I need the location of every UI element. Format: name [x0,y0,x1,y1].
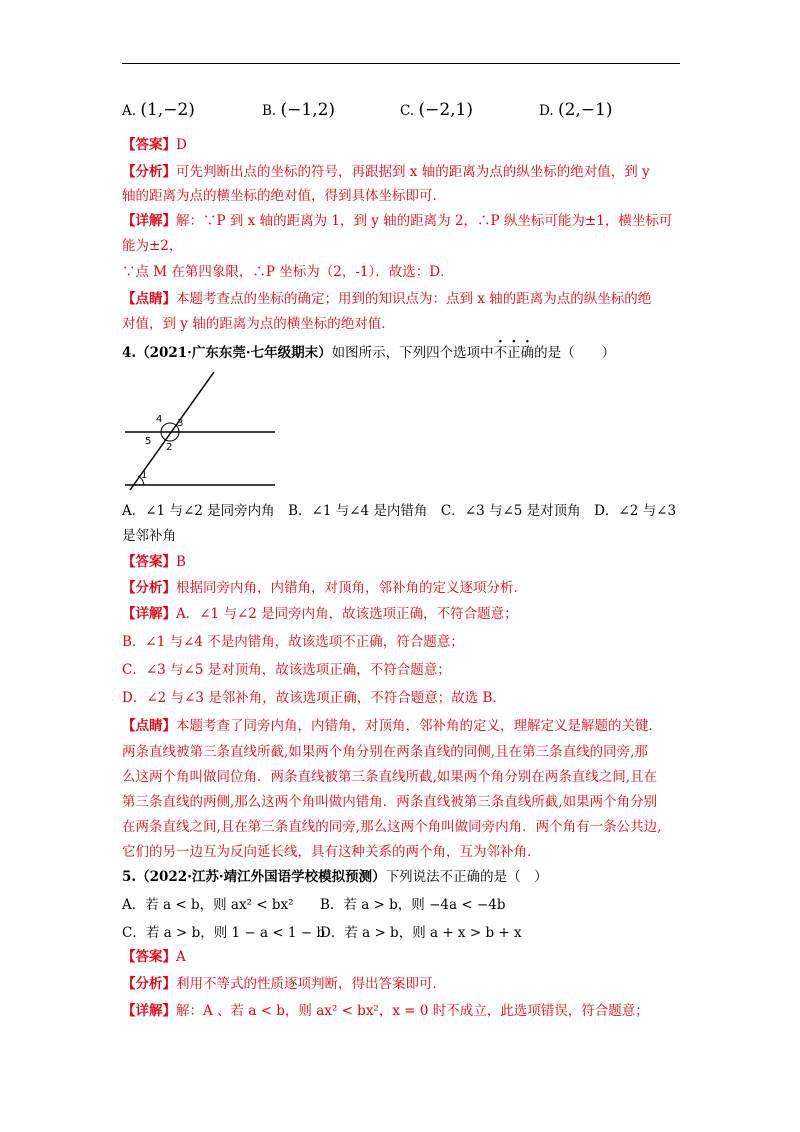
angle-label-4: 4 [156,414,163,425]
q4-options-line1: A．∠1 与∠2 是同旁内角 B．∠1 与∠4 是内错角 C．∠3 与∠5 是对顶角 D．∠2 与∠3 [122,503,677,519]
q4-comment-line3: 么这两个角叫做同位角．两条直线被第三条直线所截,如果两个角分别在两条直线之间,且在 [122,769,658,785]
q5-option-a: A．若 a < b，则 ax² < bx² [122,897,294,913]
q4-detail-b: B．∠1 与∠4 不是内错角，故该选项不正确，符合题意； [122,634,464,650]
q3-option-a: A. (1,−2) [122,100,195,120]
q4-detail-d: D．∠2 与∠3 是邻补角，故该选项正确，不符合题意；故选 B． [122,690,506,706]
q5-detail: 【详解】解：A 、若 a < b，则 ax² < bx²，x = 0 时不成立，此选项错误，符合题意； [122,1003,649,1019]
q3-option-c: C. (−2,1) [400,100,473,120]
q4-comment-line4: 第三条直线的两侧,那么这两个角叫做内错角．两条直线被第三条直线所截,如果两个角分别 [122,794,658,810]
q3-option-c-value: (−2,1) [418,100,473,120]
q3-option-d-value: (2,−1) [557,100,613,120]
angle-label-5: 5 [145,436,152,447]
q4-detail-c: C．∠3 与∠5 是对顶角，故该选项正确，不符合题意； [122,662,451,678]
q3-option-d: D. (2,−1) [539,100,613,120]
angle-label-3: 3 [177,418,184,429]
q5-source: （2022·江苏·靖江外国语学校模拟预测） [136,869,386,885]
q3-analysis-line1: 【分析】可先判断出点的坐标的符号，再跟据到 x 轴的距离为点的纵坐标的绝对值，到 y [122,164,650,180]
q4-comment-line2: 两条直线被第三条直线所截,如果两个角分别在两条直线的同侧,且在第三条直线的同旁,那 [122,744,648,760]
q4-comment-line5: 在两条直线之间,且在第三条直线的同旁,那么这两个角叫做同旁内角．两个角有一条公共边, [122,819,662,835]
q3-answer: 【答案】D [122,137,187,153]
q4-comment-line6: 它们的另一边互为反向延长线，具有这种关系的两个角，互为邻补角． [122,844,541,860]
q5-stem: 5.（2022·江苏·靖江外国语学校模拟预测）下列说法不正确的是（ ） [122,869,548,885]
q3-analysis-line2: 轴的距离为点的横坐标的绝对值，得到具体坐标即可. [122,188,437,204]
angle-label-2: 2 [166,442,173,453]
q4-comment-line1: 【点睛】本题考查了同旁内角，内错角，对顶角，邻补角的定义，理解定义是解题的关键． [122,718,662,734]
q5-answer: 【答案】A [122,949,186,965]
header-rule [122,63,680,64]
q4-figure [120,370,280,495]
q5-option-d: D．若 a > b，则 a + x > b + x [320,925,522,941]
q5-analysis: 【分析】利用不等式的性质逐项判断，得出答案即可． [122,976,446,992]
q3-detail-line3: ∵点 M 在第四象限，∴P 坐标为（2，-1）．故选：D． [122,264,454,280]
q3-detail-line2: 能为±2， [122,238,183,254]
q5-option-b: B．若 a > b，则 −4a < −4b [320,897,506,913]
q4-source: （2021·广东东莞·七年级期末） [136,345,332,361]
q3-comment-line2: 对值，到 y 轴的距离为点的横坐标的绝对值． [122,316,395,332]
angle-label-1: 1 [141,470,148,481]
q3-detail-line1: 【详解】解：∵P 到 x 轴的距离为 1，到 y 轴的距离为 2，∴P 纵坐标可能为±1，横坐标可 [122,213,673,229]
q4-analysis: 【分析】根据同旁内角，内错角，对顶角，邻补角的定义逐项分析． [122,580,527,596]
q4-stem: 4.（2021·广东东莞·七年级期末）如图所示，下列四个选项中不正确的是（ ） [122,345,616,361]
q3-option-b: B. (−1,2) [262,100,336,120]
q3-option-b-value: (−1,2) [280,100,336,120]
q3-comment-line1: 【点睛】本题考查点的坐标的确定；用到的知识点为：点到 x 轴的距离为点的纵坐标的绝 [122,291,652,307]
q3-option-a-value: (1,−2) [140,100,195,120]
q5-option-c: C．若 a > b，则 1 − a < 1 − b [122,925,326,941]
q4-options-line2: 是邻补角 [122,528,176,544]
q4-detail-a: 【详解】A．∠1 与∠2 是同旁内角，故该选项正确，不符合题意； [122,606,518,622]
q4-answer: 【答案】B [122,554,186,570]
